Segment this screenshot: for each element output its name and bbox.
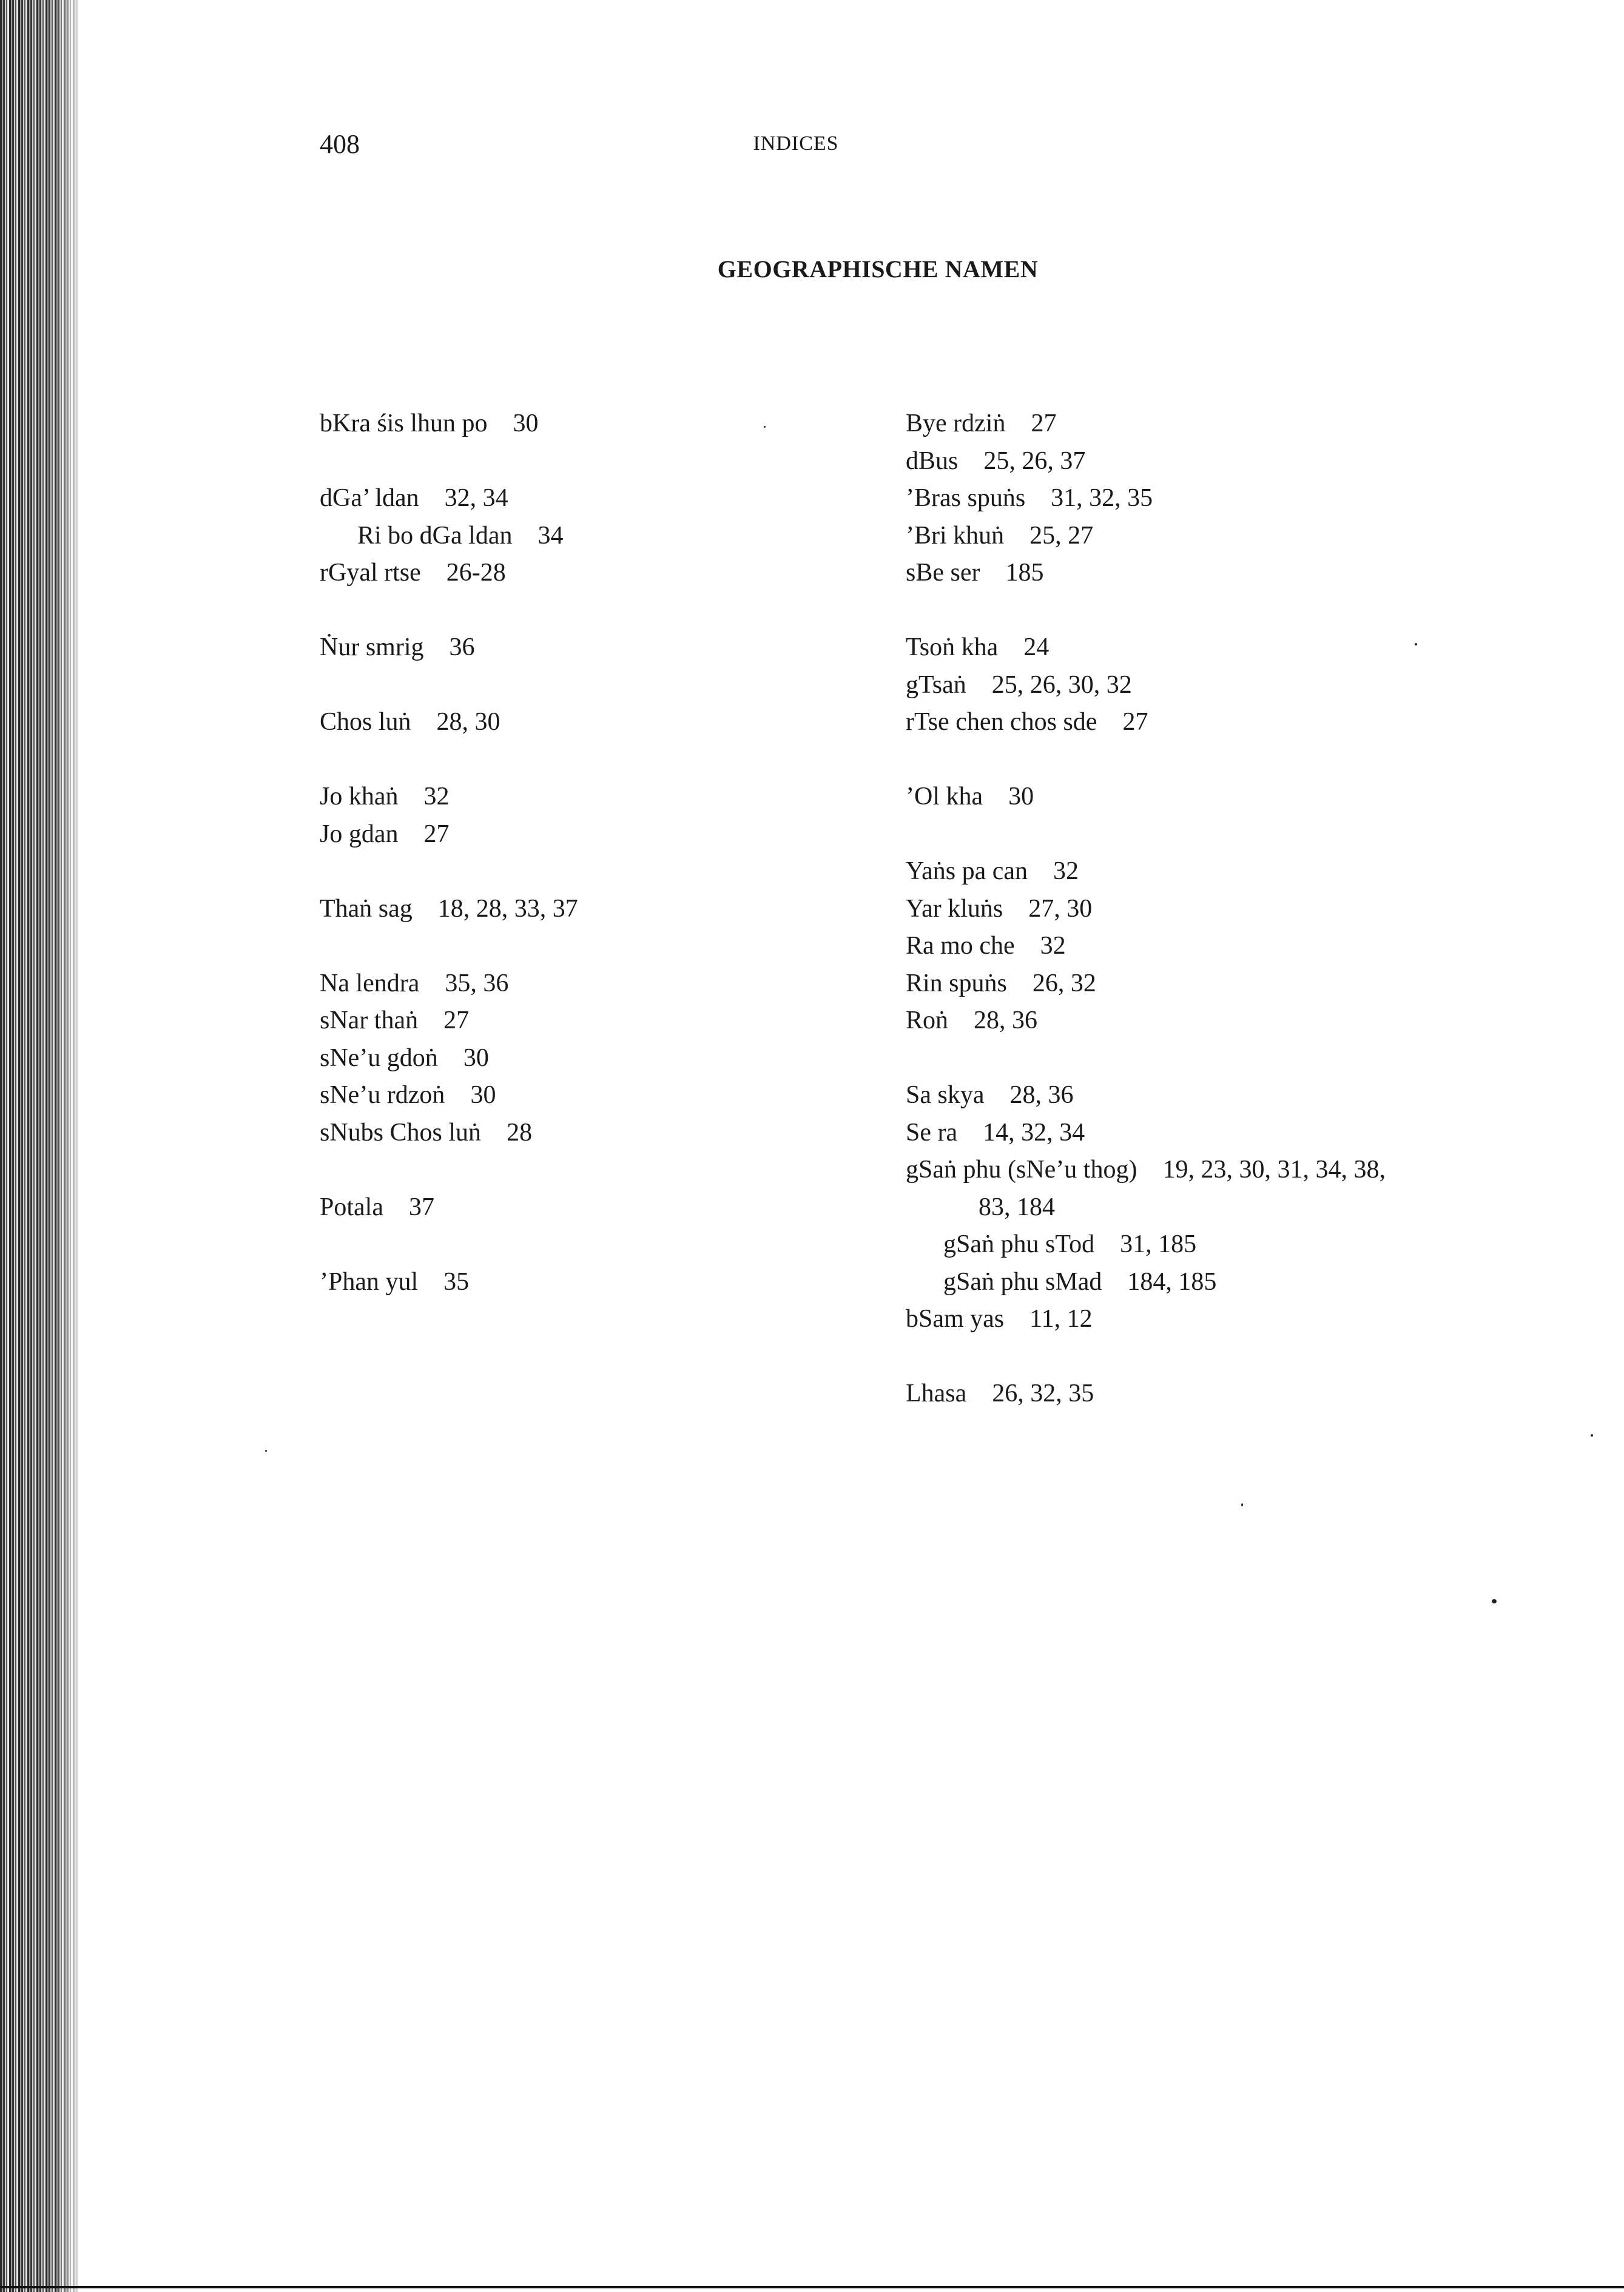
page-references: 28 (507, 1118, 533, 1147)
index-entry (906, 480, 1573, 517)
page-references: 35, 36 (445, 969, 509, 997)
entry-spacer (320, 443, 866, 480)
index-entry (906, 891, 1573, 928)
place-name: Tsoṅ kha (906, 633, 999, 661)
place-name: sNe’u rdzoṅ (320, 1081, 445, 1109)
place-name: sNubs Chos luṅ (320, 1118, 482, 1147)
place-name: Chos luṅ (320, 708, 411, 736)
place-name: rTse chen chos sde (906, 708, 1097, 736)
page-references: 27, 30 (1028, 894, 1093, 923)
place-name: ’Ol kha (906, 783, 983, 811)
place-name: Lhasa (906, 1380, 967, 1407)
index-entry (906, 443, 1573, 480)
index-entry (906, 1114, 1573, 1152)
scan-speck (1591, 1434, 1593, 1437)
index-entry (320, 554, 866, 592)
place-name: Se ra (906, 1118, 958, 1147)
entry-spacer (906, 592, 1573, 630)
index-entry (320, 816, 866, 854)
place-name: ’Phan yul (320, 1267, 419, 1296)
index-entry (906, 778, 1573, 816)
running-head-label: INDICES (753, 132, 839, 155)
place-name: ’Bri khuṅ (906, 521, 1005, 550)
page-references: 25, 27 (1029, 521, 1094, 550)
entry-spacer (320, 853, 866, 891)
place-name: Ra mo che (906, 932, 1015, 960)
index-entry (906, 1002, 1573, 1040)
index-entry (320, 1114, 866, 1152)
place-name: gTsaṅ (906, 670, 966, 699)
scan-speck (1415, 643, 1417, 645)
entry-spacer (320, 741, 866, 779)
index-column-left (320, 405, 866, 1301)
page-references: 28, 36 (974, 1006, 1038, 1034)
index-entry (320, 517, 866, 555)
page-references: 14, 32, 34 (983, 1118, 1085, 1147)
index-entry (320, 1040, 866, 1077)
page-references: 31, 185 (1120, 1230, 1197, 1258)
place-name: Roṅ (906, 1006, 949, 1034)
scan-gutter (0, 0, 79, 2292)
index-entry (320, 480, 866, 517)
place-name: Yar kluṅs (906, 894, 1003, 923)
page-references: 185 (1005, 559, 1044, 587)
place-name: sNar thaṅ (320, 1006, 419, 1034)
place-name: bSam yas (906, 1305, 1005, 1333)
page-references: 26, 32, 35 (992, 1380, 1094, 1407)
index-entry (906, 928, 1573, 965)
place-name: bKra śis lhun po (320, 410, 488, 437)
place-name: gSaṅ phu (sNe’u thog) (906, 1156, 1137, 1184)
entry-spacer (906, 1040, 1573, 1077)
entry-spacer (320, 667, 866, 704)
place-name: Jo gdan (320, 820, 399, 848)
page-references: 27 (443, 1006, 470, 1034)
page-bottom-edge (0, 2286, 1624, 2288)
page-references: 83, 184 (979, 1193, 1055, 1221)
index-entry (906, 1189, 1573, 1227)
index-entry (320, 965, 866, 1003)
place-name: ’Bras spuṅs (906, 484, 1026, 512)
running-head (320, 129, 1272, 165)
index-entry (906, 405, 1573, 443)
scan-speck (1492, 1599, 1497, 1603)
entry-spacer (320, 928, 866, 965)
index-entry (320, 1077, 866, 1114)
index-entry (906, 1226, 1573, 1264)
index-entry (906, 965, 1573, 1003)
page-references: 27 (1122, 708, 1148, 736)
page-references: 32, 34 (444, 484, 508, 512)
index-entry (320, 629, 866, 667)
scan-speck (1241, 1503, 1243, 1506)
page-references: 28, 30 (436, 708, 500, 736)
place-name: Ri bo dGa ldan (357, 521, 513, 550)
page-references: 27 (423, 820, 450, 848)
index-entry (906, 1264, 1573, 1301)
index-entry (320, 778, 866, 816)
place-name: dBus (906, 447, 959, 475)
page-references: 30 (1008, 783, 1034, 811)
page-references: 24 (1023, 633, 1050, 661)
page-references: 18, 28, 33, 37 (437, 894, 578, 923)
page-references: 25, 26, 37 (983, 447, 1086, 475)
index-entry (320, 704, 866, 741)
scan-speck (265, 1450, 267, 1452)
index-entry (906, 554, 1573, 592)
section-title: GEOGRAPHISCHE NAMEN (717, 255, 1039, 283)
page-references: 25, 26, 30, 32 (991, 670, 1132, 699)
page-references: 32 (423, 783, 450, 811)
index-entry (906, 629, 1573, 667)
index-entry (320, 1002, 866, 1040)
index-entry (906, 853, 1573, 891)
page-references: 30 (463, 1043, 489, 1072)
index-entry (906, 1077, 1573, 1114)
place-name: Rin spuṅs (906, 969, 1007, 997)
place-name: sNe’u gdoṅ (320, 1043, 438, 1072)
index-entry (906, 517, 1573, 555)
page-references: 184, 185 (1127, 1267, 1217, 1296)
page-references: 11, 12 (1029, 1305, 1093, 1333)
index-column-right (906, 405, 1573, 1413)
place-name: Na lendra (320, 969, 420, 997)
index-entry (320, 1189, 866, 1227)
entry-spacer (320, 592, 866, 630)
page-number: 408 (320, 129, 360, 159)
index-entry (906, 1151, 1573, 1189)
place-name: Thaṅ sag (320, 894, 413, 923)
place-name: Jo khaṅ (320, 783, 399, 811)
place-name: Potala (320, 1193, 383, 1221)
index-entry (906, 1301, 1573, 1338)
page-references: 31, 32, 35 (1051, 484, 1153, 512)
place-name: Bye rdziṅ (906, 410, 1006, 437)
page-references: 35 (443, 1267, 470, 1296)
place-name: dGa’ ldan (320, 484, 419, 512)
page-references: 19, 23, 30, 31, 34, 38, (1162, 1156, 1386, 1184)
index-entry (906, 1375, 1573, 1413)
page-references: 32 (1053, 857, 1079, 885)
page-references: 30 (513, 410, 539, 437)
page-references: 28, 36 (1009, 1081, 1074, 1109)
entry-spacer (906, 816, 1573, 854)
index-entry (320, 1264, 866, 1301)
index-entry (906, 667, 1573, 704)
page-references: 26-28 (446, 559, 506, 587)
index-entry (906, 704, 1573, 741)
entry-spacer (320, 1151, 866, 1189)
page-references: 32 (1040, 932, 1066, 960)
place-name: Yaṅs pa can (906, 857, 1028, 885)
entry-spacer (906, 1338, 1573, 1376)
page-references: 27 (1031, 410, 1057, 437)
page-references: 30 (470, 1081, 496, 1109)
place-name: gSaṅ phu sMad (943, 1267, 1102, 1296)
entry-spacer (906, 741, 1573, 779)
page-references: 37 (408, 1193, 434, 1221)
page-references: 26, 32 (1032, 969, 1096, 997)
place-name: gSaṅ phu sTod (943, 1230, 1095, 1258)
place-name: Sa skya (906, 1081, 985, 1109)
place-name: sBe ser (906, 559, 980, 587)
page-references: 34 (537, 521, 564, 550)
scan-speck (764, 426, 766, 428)
place-name: rGyal rtse (320, 559, 421, 587)
index-entry (320, 405, 866, 443)
page-references: 36 (449, 633, 475, 661)
entry-spacer (320, 1226, 866, 1264)
index-entry (320, 891, 866, 928)
place-name: Ṅur smrig (320, 633, 424, 661)
